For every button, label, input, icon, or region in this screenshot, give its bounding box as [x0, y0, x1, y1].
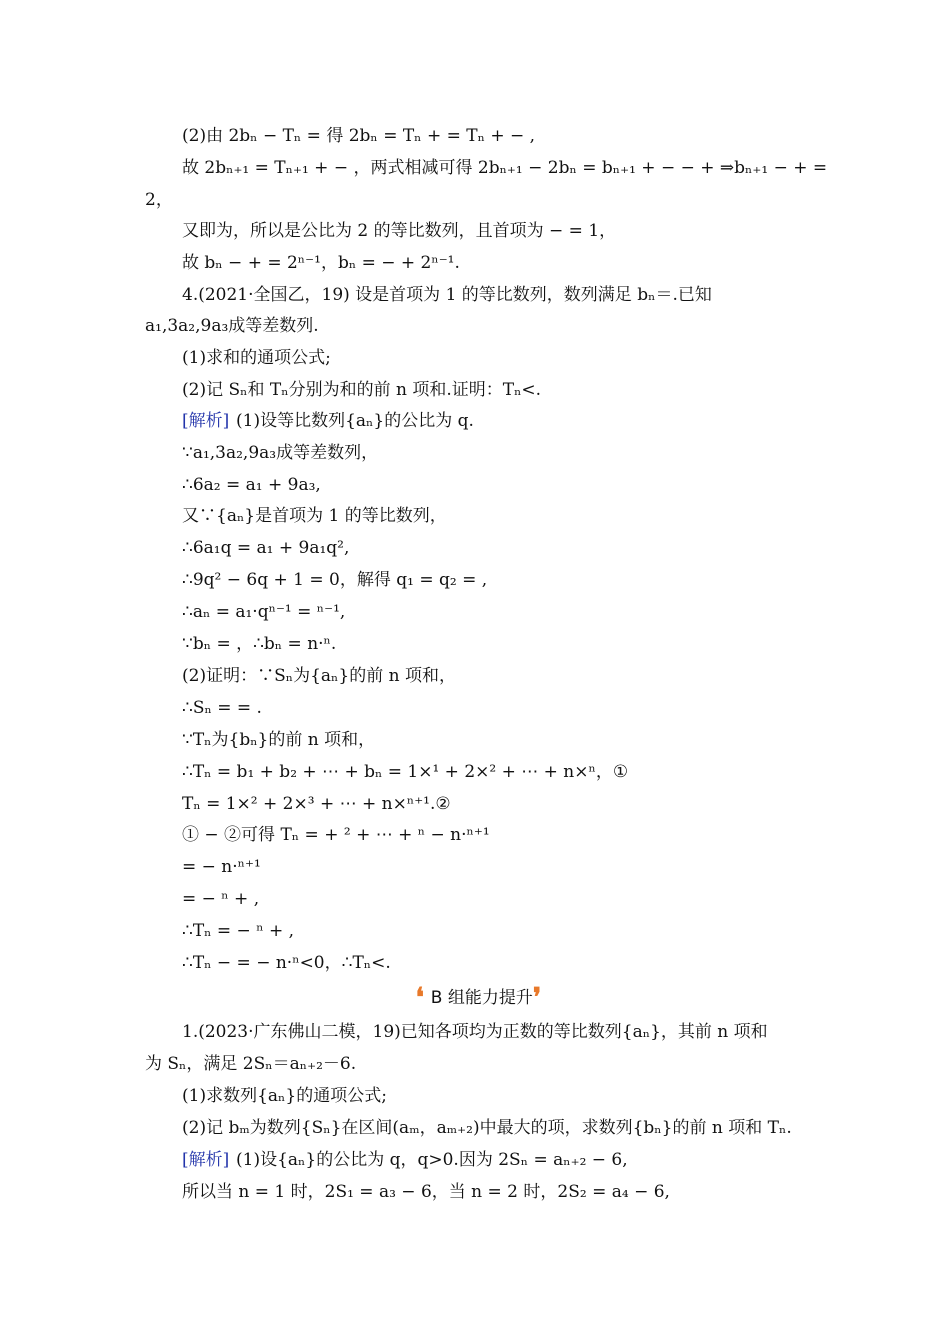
close-quote-icon: ❜ [532, 983, 542, 1013]
text-line: ∵a₁,3a₂,9a₃成等差数列， [182, 443, 379, 463]
text-line: ① − ②可得 Tₙ = + ² + ⋯ + ⁿ − n·ⁿ⁺¹ [182, 825, 490, 845]
text-line: ∵Tₙ为{bₙ}的前 n 项和， [182, 730, 376, 750]
text-line: 又∵{aₙ}是首项为 1 的等比数列， [182, 506, 447, 526]
text-line: 故 bₙ − + = 2ⁿ⁻¹，bₙ = − + 2ⁿ⁻¹. [182, 253, 460, 273]
problem-4-heading: 4.(2021·全国乙，19) 设是首项为 1 的等比数列，数列满足 bₙ＝.已知 [182, 285, 712, 305]
text-line: ∴6a₂ = a₁ + 9a₃, [182, 475, 321, 495]
text-line: (2)证明：∵Sₙ为{aₙ}的前 n 项和， [182, 666, 456, 686]
solution-tag: [解析] [182, 411, 230, 431]
text-line: (2)由 2bₙ − Tₙ = 得 2bₙ = Tₙ + = Tₙ + − , [182, 126, 536, 146]
question-part-1: (1)求和的通项公式; [182, 348, 331, 368]
question-part-1: (1)求数列{aₙ}的通项公式; [182, 1086, 387, 1106]
text-line: ∴Tₙ = − ⁿ + , [182, 921, 295, 941]
text-line: 所以当 n = 1 时，2S₁ = a₃ − 6，当 n = 2 时，2S₂ = a₄ − 6, [182, 1182, 670, 1202]
section-title: B 组能力提升 [430, 988, 533, 1008]
text-line: = − n·ⁿ⁺¹ [182, 857, 261, 877]
question-part-2: (2)记 Sₙ和 Tₙ分别为和的前 n 项和.证明：Tₙ<. [182, 380, 542, 400]
text-line: 故 2bₙ₊₁ = Tₙ₊₁ + − ，两式相减可得 2bₙ₊₁ − 2bₙ = bₙ₊₁ + − − + ⇒bₙ₊₁ − + = [182, 158, 828, 178]
section-banner [0, 983, 950, 1013]
text-line: ∴Tₙ = b₁ + b₂ + ⋯ + bₙ = 1×¹ + 2×² + ⋯ + n×ⁿ，① [182, 762, 629, 782]
solution-start: [解析] (1)设等比数列{aₙ}的公比为 q. [0, 406, 950, 436]
text-line: ∴Tₙ − = − n·ⁿ<0，∴Tₙ<. [182, 953, 391, 973]
text-line: 为 Sₙ，满足 2Sₙ＝aₙ₊₂－6. [145, 1054, 357, 1074]
text-line: ∴9q² − 6q + 1 = 0，解得 q₁ = q₂ = , [182, 570, 488, 590]
text-line: a₁,3a₂,9a₃成等差数列. [145, 316, 319, 336]
text-line: = − ⁿ + , [182, 889, 260, 909]
text-line: ∴aₙ = a₁·qⁿ⁻¹ = ⁿ⁻¹, [182, 602, 346, 622]
text-line: 2， [145, 190, 173, 210]
text-line: ∵bₙ = ，∴bₙ = n·ⁿ. [182, 634, 337, 654]
open-quote-icon: ❛ [415, 983, 424, 1013]
problem-1-heading: 1.(2023·广东佛山二模，19)已知各项均为正数的等比数列{aₙ}，其前 n 项和 [182, 1022, 768, 1042]
text-line: ∴6a₁q = a₁ + 9a₁q², [182, 538, 350, 558]
text-line: Tₙ = 1×² + 2×³ + ⋯ + n×ⁿ⁺¹.② [182, 794, 451, 814]
text-line: ∴Sₙ = = . [182, 698, 262, 718]
text-line: 又即为，所以是公比为 2 的等比数列，且首项为 − = 1， [182, 221, 617, 241]
solution-start: [解析] (1)设{aₙ}的公比为 q，q>0.因为 2Sₙ = aₙ₊₂ − 6, [0, 1145, 950, 1175]
question-part-2: (2)记 bₘ为数列{Sₙ}在区间(aₘ，aₘ₊₂)中最大的项，求数列{bₙ}的前 n 项和 Tₙ. [182, 1118, 792, 1138]
solution-tag: [解析] [182, 1150, 230, 1170]
